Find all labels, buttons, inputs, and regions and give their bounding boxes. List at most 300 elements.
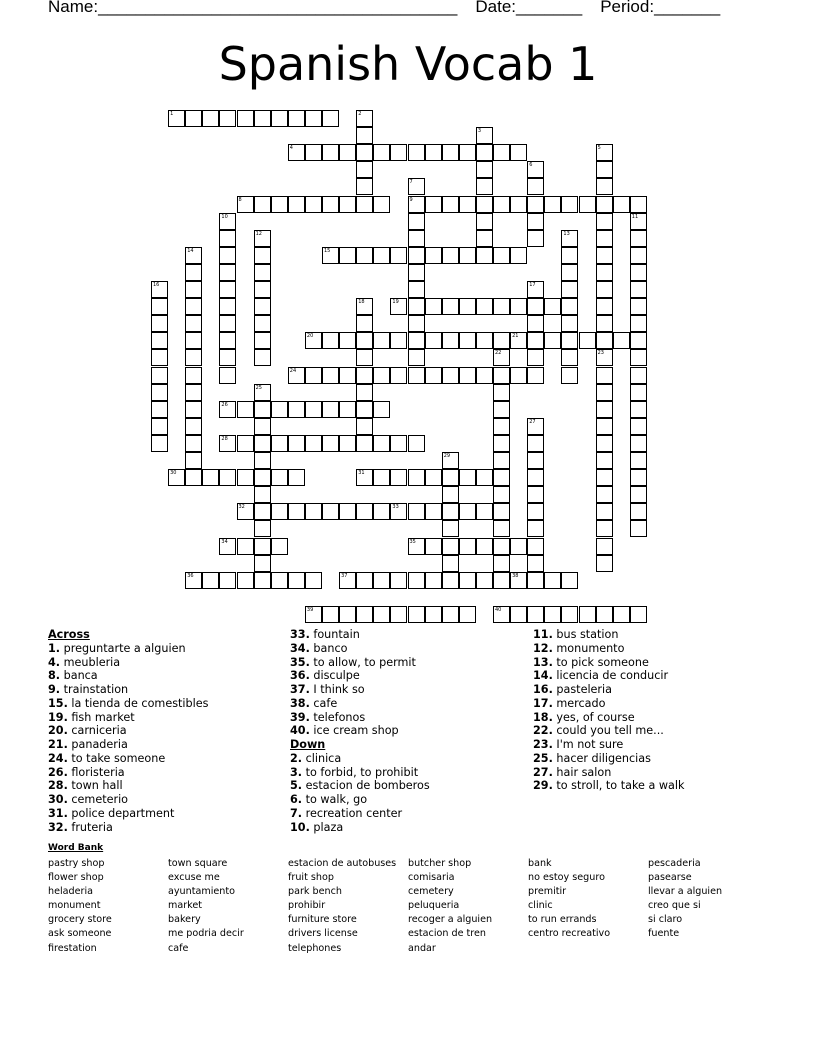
crossword-cell[interactable] bbox=[219, 538, 236, 555]
crossword-cell[interactable] bbox=[339, 606, 356, 623]
crossword-cell[interactable] bbox=[322, 332, 339, 349]
crossword-cell[interactable] bbox=[476, 161, 493, 178]
crossword-cell[interactable] bbox=[356, 349, 373, 366]
crossword-cell[interactable] bbox=[527, 196, 544, 213]
crossword-cell[interactable] bbox=[219, 110, 236, 127]
crossword-cell[interactable] bbox=[254, 486, 271, 503]
crossword-cell[interactable] bbox=[373, 367, 390, 384]
crossword-cell[interactable] bbox=[510, 144, 527, 161]
crossword-cell[interactable] bbox=[459, 196, 476, 213]
crossword-cell[interactable] bbox=[527, 520, 544, 537]
crossword-cell[interactable] bbox=[390, 298, 407, 315]
crossword-cell[interactable] bbox=[442, 503, 459, 520]
crossword-cell[interactable] bbox=[356, 196, 373, 213]
crossword-cell[interactable] bbox=[442, 298, 459, 315]
crossword-cell[interactable] bbox=[630, 349, 647, 366]
crossword-cell[interactable] bbox=[151, 298, 168, 315]
crossword-cell[interactable] bbox=[373, 469, 390, 486]
crossword-cell[interactable] bbox=[305, 332, 322, 349]
crossword-cell[interactable] bbox=[493, 606, 510, 623]
crossword-cell[interactable] bbox=[476, 213, 493, 230]
crossword-cell[interactable] bbox=[510, 538, 527, 555]
crossword-cell[interactable] bbox=[356, 435, 373, 452]
crossword-cell[interactable] bbox=[202, 469, 219, 486]
crossword-cell[interactable] bbox=[596, 144, 613, 161]
crossword-cell[interactable] bbox=[219, 332, 236, 349]
crossword-cell[interactable] bbox=[630, 384, 647, 401]
crossword-cell[interactable] bbox=[476, 127, 493, 144]
crossword-cell[interactable] bbox=[510, 367, 527, 384]
crossword-cell[interactable] bbox=[219, 281, 236, 298]
crossword-cell[interactable] bbox=[596, 367, 613, 384]
crossword-cell[interactable] bbox=[561, 298, 578, 315]
crossword-cell[interactable] bbox=[630, 520, 647, 537]
crossword-cell[interactable] bbox=[630, 469, 647, 486]
crossword-cell[interactable] bbox=[390, 572, 407, 589]
crossword-cell[interactable] bbox=[151, 349, 168, 366]
crossword-cell[interactable] bbox=[254, 418, 271, 435]
crossword-cell[interactable] bbox=[185, 247, 202, 264]
crossword-cell[interactable] bbox=[510, 606, 527, 623]
crossword-cell[interactable] bbox=[254, 298, 271, 315]
crossword-cell[interactable] bbox=[510, 196, 527, 213]
date-blank[interactable]: _______ bbox=[516, 0, 583, 16]
crossword-cell[interactable] bbox=[527, 452, 544, 469]
crossword-cell[interactable] bbox=[219, 349, 236, 366]
crossword-cell[interactable] bbox=[356, 418, 373, 435]
crossword-cell[interactable] bbox=[390, 144, 407, 161]
crossword-cell[interactable] bbox=[442, 606, 459, 623]
crossword-cell[interactable] bbox=[579, 196, 596, 213]
crossword-cell[interactable] bbox=[168, 110, 185, 127]
crossword-cell[interactable] bbox=[373, 503, 390, 520]
crossword-cell[interactable] bbox=[254, 349, 271, 366]
crossword-cell[interactable] bbox=[527, 418, 544, 435]
crossword-cell[interactable] bbox=[527, 281, 544, 298]
crossword-cell[interactable] bbox=[544, 332, 561, 349]
crossword-cell[interactable] bbox=[254, 247, 271, 264]
crossword-cell[interactable] bbox=[288, 196, 305, 213]
crossword-cell[interactable] bbox=[288, 572, 305, 589]
crossword-cell[interactable] bbox=[408, 178, 425, 195]
crossword-cell[interactable] bbox=[596, 520, 613, 537]
crossword-cell[interactable] bbox=[356, 247, 373, 264]
crossword-cell[interactable] bbox=[527, 213, 544, 230]
crossword-cell[interactable] bbox=[254, 572, 271, 589]
crossword-cell[interactable] bbox=[630, 298, 647, 315]
crossword-cell[interactable] bbox=[630, 367, 647, 384]
crossword-cell[interactable] bbox=[356, 332, 373, 349]
crossword-cell[interactable] bbox=[596, 230, 613, 247]
crossword-cell[interactable] bbox=[185, 349, 202, 366]
crossword-cell[interactable] bbox=[288, 401, 305, 418]
crossword-cell[interactable] bbox=[442, 196, 459, 213]
crossword-cell[interactable] bbox=[254, 332, 271, 349]
crossword-cell[interactable] bbox=[630, 401, 647, 418]
crossword-cell[interactable] bbox=[339, 144, 356, 161]
crossword-cell[interactable] bbox=[630, 247, 647, 264]
crossword-cell[interactable] bbox=[630, 264, 647, 281]
crossword-cell[interactable] bbox=[527, 538, 544, 555]
crossword-cell[interactable] bbox=[202, 110, 219, 127]
crossword-cell[interactable] bbox=[237, 503, 254, 520]
crossword-cell[interactable] bbox=[219, 230, 236, 247]
crossword-cell[interactable] bbox=[630, 230, 647, 247]
crossword-cell[interactable] bbox=[185, 315, 202, 332]
crossword-cell[interactable] bbox=[596, 315, 613, 332]
crossword-cell[interactable] bbox=[185, 298, 202, 315]
crossword-cell[interactable] bbox=[596, 281, 613, 298]
crossword-cell[interactable] bbox=[459, 367, 476, 384]
crossword-cell[interactable] bbox=[476, 298, 493, 315]
crossword-cell[interactable] bbox=[493, 196, 510, 213]
crossword-cell[interactable] bbox=[322, 247, 339, 264]
crossword-cell[interactable] bbox=[459, 144, 476, 161]
crossword-cell[interactable] bbox=[493, 555, 510, 572]
crossword-cell[interactable] bbox=[442, 538, 459, 555]
crossword-cell[interactable] bbox=[527, 332, 544, 349]
crossword-cell[interactable] bbox=[630, 435, 647, 452]
crossword-cell[interactable] bbox=[527, 606, 544, 623]
crossword-cell[interactable] bbox=[254, 435, 271, 452]
crossword-cell[interactable] bbox=[442, 469, 459, 486]
crossword-cell[interactable] bbox=[442, 555, 459, 572]
crossword-cell[interactable] bbox=[493, 349, 510, 366]
crossword-cell[interactable] bbox=[288, 110, 305, 127]
crossword-cell[interactable] bbox=[561, 606, 578, 623]
crossword-cell[interactable] bbox=[356, 161, 373, 178]
crossword-cell[interactable] bbox=[596, 178, 613, 195]
crossword-cell[interactable] bbox=[390, 606, 407, 623]
crossword-cell[interactable] bbox=[459, 572, 476, 589]
crossword-cell[interactable] bbox=[476, 178, 493, 195]
crossword-cell[interactable] bbox=[561, 264, 578, 281]
crossword-cell[interactable] bbox=[493, 401, 510, 418]
crossword-cell[interactable] bbox=[596, 401, 613, 418]
crossword-cell[interactable] bbox=[408, 213, 425, 230]
crossword-cell[interactable] bbox=[442, 520, 459, 537]
crossword-cell[interactable] bbox=[596, 418, 613, 435]
crossword-cell[interactable] bbox=[476, 230, 493, 247]
crossword-cell[interactable] bbox=[408, 315, 425, 332]
crossword-cell[interactable] bbox=[305, 606, 322, 623]
crossword-cell[interactable] bbox=[493, 298, 510, 315]
crossword-cell[interactable] bbox=[596, 503, 613, 520]
crossword-cell[interactable] bbox=[305, 572, 322, 589]
crossword-cell[interactable] bbox=[237, 572, 254, 589]
crossword-cell[interactable] bbox=[493, 247, 510, 264]
crossword-cell[interactable] bbox=[219, 435, 236, 452]
crossword-cell[interactable] bbox=[544, 606, 561, 623]
crossword-cell[interactable] bbox=[425, 503, 442, 520]
crossword-cell[interactable] bbox=[356, 572, 373, 589]
crossword-cell[interactable] bbox=[425, 144, 442, 161]
crossword-cell[interactable] bbox=[596, 264, 613, 281]
crossword-cell[interactable] bbox=[408, 503, 425, 520]
period-blank[interactable]: _______ bbox=[654, 0, 721, 16]
crossword-cell[interactable] bbox=[202, 572, 219, 589]
crossword-cell[interactable] bbox=[408, 281, 425, 298]
crossword-cell[interactable] bbox=[561, 315, 578, 332]
crossword-cell[interactable] bbox=[254, 315, 271, 332]
crossword-cell[interactable] bbox=[237, 110, 254, 127]
crossword-cell[interactable] bbox=[459, 247, 476, 264]
crossword-cell[interactable] bbox=[322, 435, 339, 452]
crossword-cell[interactable] bbox=[305, 435, 322, 452]
crossword-cell[interactable] bbox=[305, 196, 322, 213]
crossword-cell[interactable] bbox=[561, 196, 578, 213]
crossword-cell[interactable] bbox=[408, 606, 425, 623]
crossword-cell[interactable] bbox=[476, 332, 493, 349]
crossword-cell[interactable] bbox=[527, 572, 544, 589]
crossword-cell[interactable] bbox=[356, 315, 373, 332]
crossword-cell[interactable] bbox=[373, 401, 390, 418]
crossword-cell[interactable] bbox=[185, 281, 202, 298]
crossword-cell[interactable] bbox=[510, 247, 527, 264]
crossword-cell[interactable] bbox=[271, 503, 288, 520]
crossword-cell[interactable] bbox=[237, 469, 254, 486]
crossword-cell[interactable] bbox=[322, 401, 339, 418]
crossword-cell[interactable] bbox=[476, 572, 493, 589]
crossword-cell[interactable] bbox=[425, 196, 442, 213]
crossword-cell[interactable] bbox=[271, 435, 288, 452]
crossword-cell[interactable] bbox=[596, 435, 613, 452]
crossword-cell[interactable] bbox=[630, 315, 647, 332]
crossword-cell[interactable] bbox=[596, 469, 613, 486]
crossword-cell[interactable] bbox=[219, 469, 236, 486]
crossword-cell[interactable] bbox=[373, 606, 390, 623]
crossword-cell[interactable] bbox=[185, 452, 202, 469]
crossword-cell[interactable] bbox=[527, 315, 544, 332]
crossword-cell[interactable] bbox=[544, 572, 561, 589]
crossword-cell[interactable] bbox=[596, 486, 613, 503]
crossword-cell[interactable] bbox=[596, 161, 613, 178]
crossword-cell[interactable] bbox=[459, 538, 476, 555]
crossword-cell[interactable] bbox=[408, 298, 425, 315]
crossword-cell[interactable] bbox=[390, 435, 407, 452]
crossword-cell[interactable] bbox=[339, 401, 356, 418]
crossword-cell[interactable] bbox=[390, 367, 407, 384]
crossword-cell[interactable] bbox=[356, 606, 373, 623]
crossword-cell[interactable] bbox=[527, 367, 544, 384]
crossword-cell[interactable] bbox=[408, 572, 425, 589]
crossword-cell[interactable] bbox=[254, 196, 271, 213]
crossword-cell[interactable] bbox=[493, 144, 510, 161]
crossword-cell[interactable] bbox=[527, 486, 544, 503]
crossword-cell[interactable] bbox=[339, 367, 356, 384]
crossword-cell[interactable] bbox=[476, 247, 493, 264]
crossword-cell[interactable] bbox=[237, 196, 254, 213]
crossword-cell[interactable] bbox=[425, 332, 442, 349]
crossword-cell[interactable] bbox=[425, 572, 442, 589]
crossword-cell[interactable] bbox=[254, 469, 271, 486]
crossword-cell[interactable] bbox=[390, 469, 407, 486]
crossword-cell[interactable] bbox=[339, 332, 356, 349]
crossword-cell[interactable] bbox=[630, 606, 647, 623]
crossword-cell[interactable] bbox=[425, 469, 442, 486]
crossword-cell[interactable] bbox=[408, 230, 425, 247]
crossword-cell[interactable] bbox=[373, 196, 390, 213]
crossword-cell[interactable] bbox=[305, 503, 322, 520]
crossword-cell[interactable] bbox=[254, 538, 271, 555]
crossword-cell[interactable] bbox=[596, 247, 613, 264]
crossword-cell[interactable] bbox=[322, 196, 339, 213]
crossword-cell[interactable] bbox=[254, 110, 271, 127]
crossword-cell[interactable] bbox=[493, 367, 510, 384]
crossword-cell[interactable] bbox=[596, 196, 613, 213]
crossword-cell[interactable] bbox=[305, 110, 322, 127]
crossword-cell[interactable] bbox=[151, 367, 168, 384]
crossword-cell[interactable] bbox=[459, 503, 476, 520]
crossword-cell[interactable] bbox=[442, 247, 459, 264]
crossword-cell[interactable] bbox=[442, 452, 459, 469]
crossword-cell[interactable] bbox=[373, 572, 390, 589]
crossword-cell[interactable] bbox=[561, 281, 578, 298]
crossword-cell[interactable] bbox=[561, 230, 578, 247]
crossword-cell[interactable] bbox=[476, 503, 493, 520]
crossword-cell[interactable] bbox=[288, 367, 305, 384]
crossword-cell[interactable] bbox=[425, 367, 442, 384]
crossword-cell[interactable] bbox=[561, 367, 578, 384]
crossword-cell[interactable] bbox=[442, 486, 459, 503]
crossword-cell[interactable] bbox=[185, 384, 202, 401]
crossword-cell[interactable] bbox=[185, 264, 202, 281]
crossword-cell[interactable] bbox=[288, 144, 305, 161]
crossword-cell[interactable] bbox=[596, 452, 613, 469]
crossword-cell[interactable] bbox=[373, 332, 390, 349]
crossword-cell[interactable] bbox=[476, 469, 493, 486]
crossword-cell[interactable] bbox=[254, 401, 271, 418]
crossword-cell[interactable] bbox=[356, 144, 373, 161]
crossword-cell[interactable] bbox=[254, 452, 271, 469]
crossword-cell[interactable] bbox=[596, 332, 613, 349]
crossword-cell[interactable] bbox=[219, 298, 236, 315]
name-blank[interactable]: ______________________________________ bbox=[98, 0, 458, 16]
crossword-cell[interactable] bbox=[339, 196, 356, 213]
crossword-cell[interactable] bbox=[185, 401, 202, 418]
crossword-cell[interactable] bbox=[459, 332, 476, 349]
crossword-cell[interactable] bbox=[459, 298, 476, 315]
crossword-cell[interactable] bbox=[596, 349, 613, 366]
crossword-cell[interactable] bbox=[254, 384, 271, 401]
crossword-cell[interactable] bbox=[185, 367, 202, 384]
crossword-cell[interactable] bbox=[356, 127, 373, 144]
crossword-cell[interactable] bbox=[630, 452, 647, 469]
crossword-cell[interactable] bbox=[322, 367, 339, 384]
crossword-cell[interactable] bbox=[185, 332, 202, 349]
crossword-cell[interactable] bbox=[254, 281, 271, 298]
crossword-cell[interactable] bbox=[237, 538, 254, 555]
crossword-cell[interactable] bbox=[151, 418, 168, 435]
crossword-cell[interactable] bbox=[271, 110, 288, 127]
crossword-cell[interactable] bbox=[356, 367, 373, 384]
crossword-cell[interactable] bbox=[408, 247, 425, 264]
crossword-cell[interactable] bbox=[390, 503, 407, 520]
crossword-cell[interactable] bbox=[510, 572, 527, 589]
crossword-cell[interactable] bbox=[390, 332, 407, 349]
crossword-cell[interactable] bbox=[254, 230, 271, 247]
crossword-cell[interactable] bbox=[493, 520, 510, 537]
crossword-cell[interactable] bbox=[476, 196, 493, 213]
crossword-cell[interactable] bbox=[390, 247, 407, 264]
crossword-cell[interactable] bbox=[356, 469, 373, 486]
crossword-cell[interactable] bbox=[356, 110, 373, 127]
crossword-cell[interactable] bbox=[442, 332, 459, 349]
crossword-cell[interactable] bbox=[305, 144, 322, 161]
crossword-cell[interactable] bbox=[288, 435, 305, 452]
crossword-cell[interactable] bbox=[493, 538, 510, 555]
crossword-cell[interactable] bbox=[493, 572, 510, 589]
crossword-cell[interactable] bbox=[425, 538, 442, 555]
crossword-cell[interactable] bbox=[596, 606, 613, 623]
crossword-cell[interactable] bbox=[442, 144, 459, 161]
crossword-cell[interactable] bbox=[185, 435, 202, 452]
crossword-cell[interactable] bbox=[168, 469, 185, 486]
crossword-cell[interactable] bbox=[185, 110, 202, 127]
crossword-cell[interactable] bbox=[493, 503, 510, 520]
crossword-cell[interactable] bbox=[219, 572, 236, 589]
crossword-cell[interactable] bbox=[510, 298, 527, 315]
crossword-cell[interactable] bbox=[544, 196, 561, 213]
crossword-cell[interactable] bbox=[339, 247, 356, 264]
crossword-cell[interactable] bbox=[596, 538, 613, 555]
crossword-cell[interactable] bbox=[185, 469, 202, 486]
crossword-cell[interactable] bbox=[527, 298, 544, 315]
crossword-cell[interactable] bbox=[151, 281, 168, 298]
crossword-cell[interactable] bbox=[630, 196, 647, 213]
crossword-cell[interactable] bbox=[561, 332, 578, 349]
crossword-cell[interactable] bbox=[339, 435, 356, 452]
crossword-cell[interactable] bbox=[408, 144, 425, 161]
crossword-cell[interactable] bbox=[271, 469, 288, 486]
crossword-cell[interactable] bbox=[219, 315, 236, 332]
crossword-cell[interactable] bbox=[425, 606, 442, 623]
crossword-cell[interactable] bbox=[271, 538, 288, 555]
crossword-cell[interactable] bbox=[356, 401, 373, 418]
crossword-cell[interactable] bbox=[408, 264, 425, 281]
crossword-cell[interactable] bbox=[630, 503, 647, 520]
crossword-cell[interactable] bbox=[442, 367, 459, 384]
crossword-cell[interactable] bbox=[630, 213, 647, 230]
crossword-cell[interactable] bbox=[185, 572, 202, 589]
crossword-cell[interactable] bbox=[339, 572, 356, 589]
crossword-cell[interactable] bbox=[493, 332, 510, 349]
crossword-cell[interactable] bbox=[151, 315, 168, 332]
crossword-cell[interactable] bbox=[510, 332, 527, 349]
crossword-cell[interactable] bbox=[596, 213, 613, 230]
crossword-cell[interactable] bbox=[613, 196, 630, 213]
crossword-cell[interactable] bbox=[493, 435, 510, 452]
crossword-cell[interactable] bbox=[579, 332, 596, 349]
crossword-cell[interactable] bbox=[476, 538, 493, 555]
crossword-cell[interactable] bbox=[408, 196, 425, 213]
crossword-cell[interactable] bbox=[527, 349, 544, 366]
crossword-cell[interactable] bbox=[237, 435, 254, 452]
crossword-cell[interactable] bbox=[254, 264, 271, 281]
crossword-cell[interactable] bbox=[219, 367, 236, 384]
crossword-cell[interactable] bbox=[408, 469, 425, 486]
crossword-cell[interactable] bbox=[561, 572, 578, 589]
crossword-cell[interactable] bbox=[493, 384, 510, 401]
crossword-cell[interactable] bbox=[271, 196, 288, 213]
crossword-cell[interactable] bbox=[356, 178, 373, 195]
crossword-cell[interactable] bbox=[630, 281, 647, 298]
crossword-cell[interactable] bbox=[459, 606, 476, 623]
crossword-cell[interactable] bbox=[151, 401, 168, 418]
crossword-cell[interactable] bbox=[254, 555, 271, 572]
crossword-cell[interactable] bbox=[288, 503, 305, 520]
crossword-cell[interactable] bbox=[613, 606, 630, 623]
